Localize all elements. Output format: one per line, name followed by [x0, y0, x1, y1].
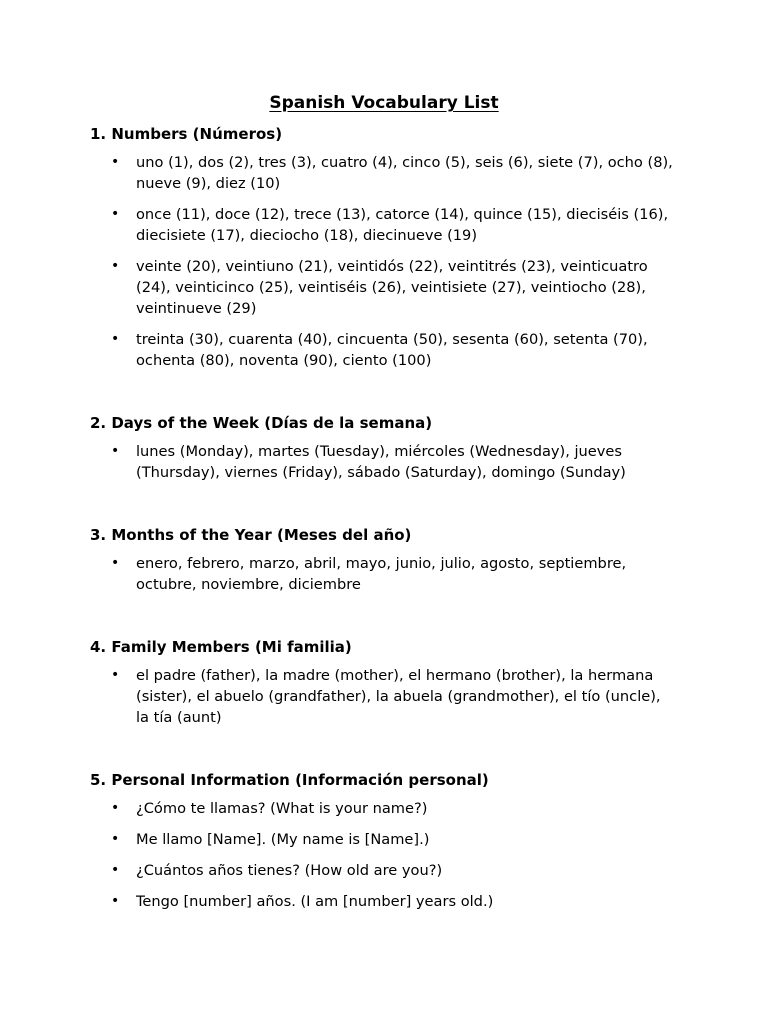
- section-spacer: [90, 493, 678, 525]
- item-list: [90, 152, 678, 371]
- bullet-icon: •: [111, 555, 120, 571]
- list-item-text: treinta (30), cuarenta (40), cincuenta (50), sesenta (60), setenta (70), ochenta (80), noventa (90), ciento (100): [136, 331, 648, 369]
- bullet-icon: •: [111, 800, 120, 816]
- item-list: [90, 665, 678, 728]
- bullet-icon: •: [111, 258, 120, 274]
- section-days: [90, 413, 678, 483]
- section-heading: 2. Days of the Week (Días de la semana): [90, 414, 433, 432]
- page-title: Spanish Vocabulary List: [269, 93, 499, 113]
- item-list: [90, 798, 678, 912]
- list-item: [90, 665, 678, 728]
- section-heading: 4. Family Members (Mi familia): [90, 638, 352, 656]
- list-item: [90, 798, 678, 819]
- list-item-text: uno (1), dos (2), tres (3), cuatro (4), cinco (5), seis (6), siete (7), ocho (8), nueve (9), diez (10): [136, 154, 673, 192]
- item-list: [90, 553, 678, 595]
- list-item: [90, 860, 678, 881]
- item-list: [90, 441, 678, 483]
- section-spacer: [90, 605, 678, 637]
- section-heading: 3. Months of the Year (Meses del año): [90, 526, 412, 544]
- list-item-text: Me llamo [Name]. (My name is [Name].): [136, 831, 430, 848]
- section-months: [90, 525, 678, 595]
- bullet-icon: •: [111, 862, 120, 878]
- bullet-icon: •: [111, 206, 120, 222]
- bullet-icon: •: [111, 893, 120, 909]
- section-spacer: [90, 738, 678, 770]
- bullet-icon: •: [111, 154, 120, 170]
- list-item-text: once (11), doce (12), trece (13), catorce (14), quince (15), dieciséis (16), diecisiete (17), dieciocho (18), diecinueve (19): [136, 206, 669, 244]
- section-personal-info: [90, 770, 678, 912]
- list-item-text: veinte (20), veintiuno (21), veintidós (22), veintitrés (23), veinticuatro (24), veinticinco (25), veintiséis (26), veintisiete (27), veintiocho (28), veintinueve (29): [136, 258, 648, 317]
- list-item-text: ¿Cuántos años tienes? (How old are you?): [136, 862, 443, 879]
- bullet-icon: •: [111, 667, 120, 683]
- list-item: [90, 829, 678, 850]
- list-item: [90, 891, 678, 912]
- bullet-icon: •: [111, 443, 120, 459]
- list-item: [90, 204, 678, 246]
- list-item: [90, 329, 678, 371]
- list-item: [90, 441, 678, 483]
- section-spacer: [90, 381, 678, 413]
- bullet-icon: •: [111, 331, 120, 347]
- list-item: [90, 152, 678, 194]
- section-heading: 1. Numbers (Números): [90, 125, 283, 143]
- list-item-text: lunes (Monday), martes (Tuesday), miércoles (Wednesday), jueves (Thursday), viernes (Friday), sábado (Saturday), domingo (Sunday): [136, 443, 626, 481]
- list-item: [90, 256, 678, 319]
- bullet-icon: •: [111, 831, 120, 847]
- section-numbers: [90, 124, 678, 371]
- section-family: [90, 637, 678, 728]
- section-heading: 5. Personal Information (Información personal): [90, 771, 489, 789]
- list-item-text: el padre (father), la madre (mother), el hermano (brother), la hermana (sister), el abuelo (grandfather), la abuela (grandmother), el tío (uncle), la tía (aunt): [136, 667, 661, 726]
- list-item-text: Tengo [number] años. (I am [number] years old.): [136, 893, 494, 910]
- list-item-text: enero, febrero, marzo, abril, mayo, junio, julio, agosto, septiembre, octubre, noviembre, diciembre: [136, 555, 627, 593]
- list-item: [90, 553, 678, 595]
- list-item-text: ¿Cómo te llamas? (What is your name?): [136, 800, 428, 817]
